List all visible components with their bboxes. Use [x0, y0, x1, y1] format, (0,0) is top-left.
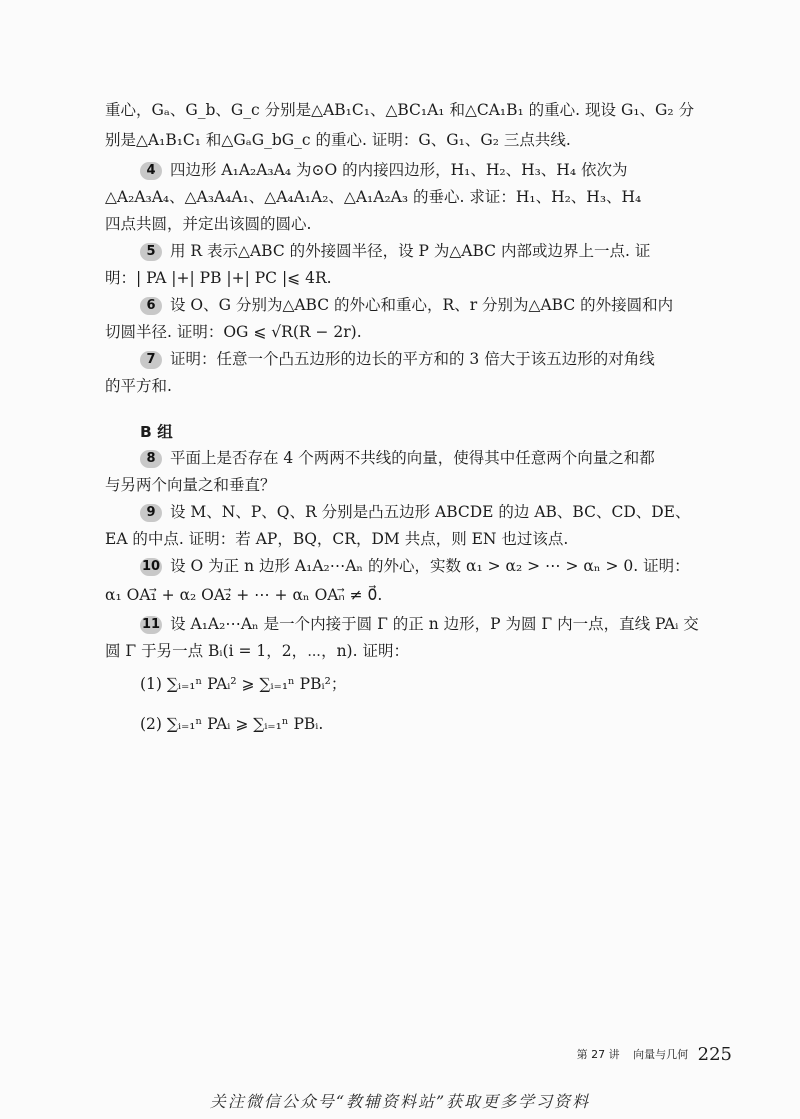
text-line: △A₂A₃A₄、△A₃A₄A₁、△A₄A₁A₂、△A₁A₂A₃ 的垂心. 求证：H₁、H₂、H₃、H₄	[105, 188, 642, 206]
problem-text: 设 M、N、P、Q、R 分别是凸五边形 ABCDE 的边 AB、BC、CD、DE、	[170, 503, 691, 521]
problem-text: 设 O 为正 n 边形 A₁A₂⋯Aₙ 的外心，实数 α₁ > α₂ > ⋯ > αₙ > 0. 证明：	[170, 557, 690, 575]
problem-number-badge: 8	[140, 450, 162, 468]
text-line: α₁ OA₁⃗ + α₂ OA₂⃗ + ⋯ + αₙ OAₙ⃗ ≠ 0⃗.	[105, 586, 383, 604]
problem-text: 平面上是否存在 4 个两两不共线的向量，使得其中任意两个向量之和都	[170, 449, 655, 467]
lecture-label: 第 27 讲	[576, 1048, 620, 1061]
problem-number-badge: 5	[140, 243, 162, 261]
problem-7	[140, 349, 730, 369]
formula-1: (1) ∑ᵢ₌₁ⁿ PAᵢ² ⩾ ∑ᵢ₌₁ⁿ PBᵢ²；	[140, 675, 347, 693]
problem-8	[140, 448, 730, 468]
problem-text: 设 O、G 分别为△ABC 的外心和重心，R、r 分别为△ABC 的外接圆和内	[170, 296, 674, 314]
text-line: EA 的中点. 证明：若 AP，BQ，CR，DM 共点，则 EN 也过该点.	[105, 530, 569, 548]
problem-text: 用 R 表示△ABC 的外接圆半径，设 P 为△ABC 内部或边界上一点. 证	[170, 242, 651, 260]
problem-11	[140, 614, 730, 634]
problem-number-badge: 7	[140, 351, 162, 369]
problem-4	[140, 160, 730, 180]
problem-number-badge: 6	[140, 297, 162, 315]
problem-text: 四边形 A₁A₂A₃A₄ 为⊙O 的内接四边形，H₁、H₂、H₃、H₄ 依次为	[170, 161, 628, 179]
problem-number-badge: 9	[140, 504, 162, 522]
problem-number-badge: 10	[142, 559, 161, 574]
page-number: 225	[697, 1044, 732, 1065]
text-line: 圆 Γ 于另一点 Bᵢ(i = 1，2，⋯，n). 证明：	[105, 642, 409, 660]
problem-text: 设 A₁A₂⋯Aₙ 是一个内接于圆 Γ 的正 n 边形，P 为圆 Γ 内一点，直线 PAᵢ 交	[170, 615, 699, 633]
text-line: 重心，Gₐ、G_b、G_c 分别是△AB₁C₁、△BC₁A₁ 和△CA₁B₁ 的重心. 现设 G₁、G₂ 分	[105, 101, 695, 119]
topic-label: 向量与几何	[633, 1048, 689, 1061]
problem-number-badge: 4	[140, 162, 162, 180]
formula-2: (2) ∑ᵢ₌₁ⁿ PAᵢ ⩾ ∑ᵢ₌₁ⁿ PBᵢ.	[140, 715, 324, 733]
text-line: 切圆半径. 证明：OG ⩽ √R(R − 2r).	[105, 323, 362, 341]
problem-10	[140, 556, 730, 576]
problem-text: 证明：任意一个凸五边形的边长的平方和的 3 倍大于该五边形的对角线	[170, 350, 655, 368]
text-line: 明：| PA |+| PB |+| PC |⩽ 4R.	[105, 269, 332, 287]
text-line: 与另两个向量之和垂直？	[105, 476, 276, 494]
watermark: 关注微信公众号“教辅资料站”获取更多学习资料	[209, 1092, 591, 1111]
text-line: 四点共圆，并定出该圆的圆心.	[105, 215, 312, 233]
problem-5	[140, 241, 730, 261]
problem-9	[140, 502, 730, 522]
problem-number-badge: 11	[142, 617, 161, 632]
text-line: 的平方和.	[105, 377, 172, 395]
section-heading: B 组	[140, 423, 173, 441]
page-footer	[577, 1044, 732, 1065]
problem-6	[140, 295, 730, 315]
text-line: 别是△A₁B₁C₁ 和△GₐG_bG_c 的重心. 证明：G、G₁、G₂ 三点共线.	[105, 131, 571, 149]
